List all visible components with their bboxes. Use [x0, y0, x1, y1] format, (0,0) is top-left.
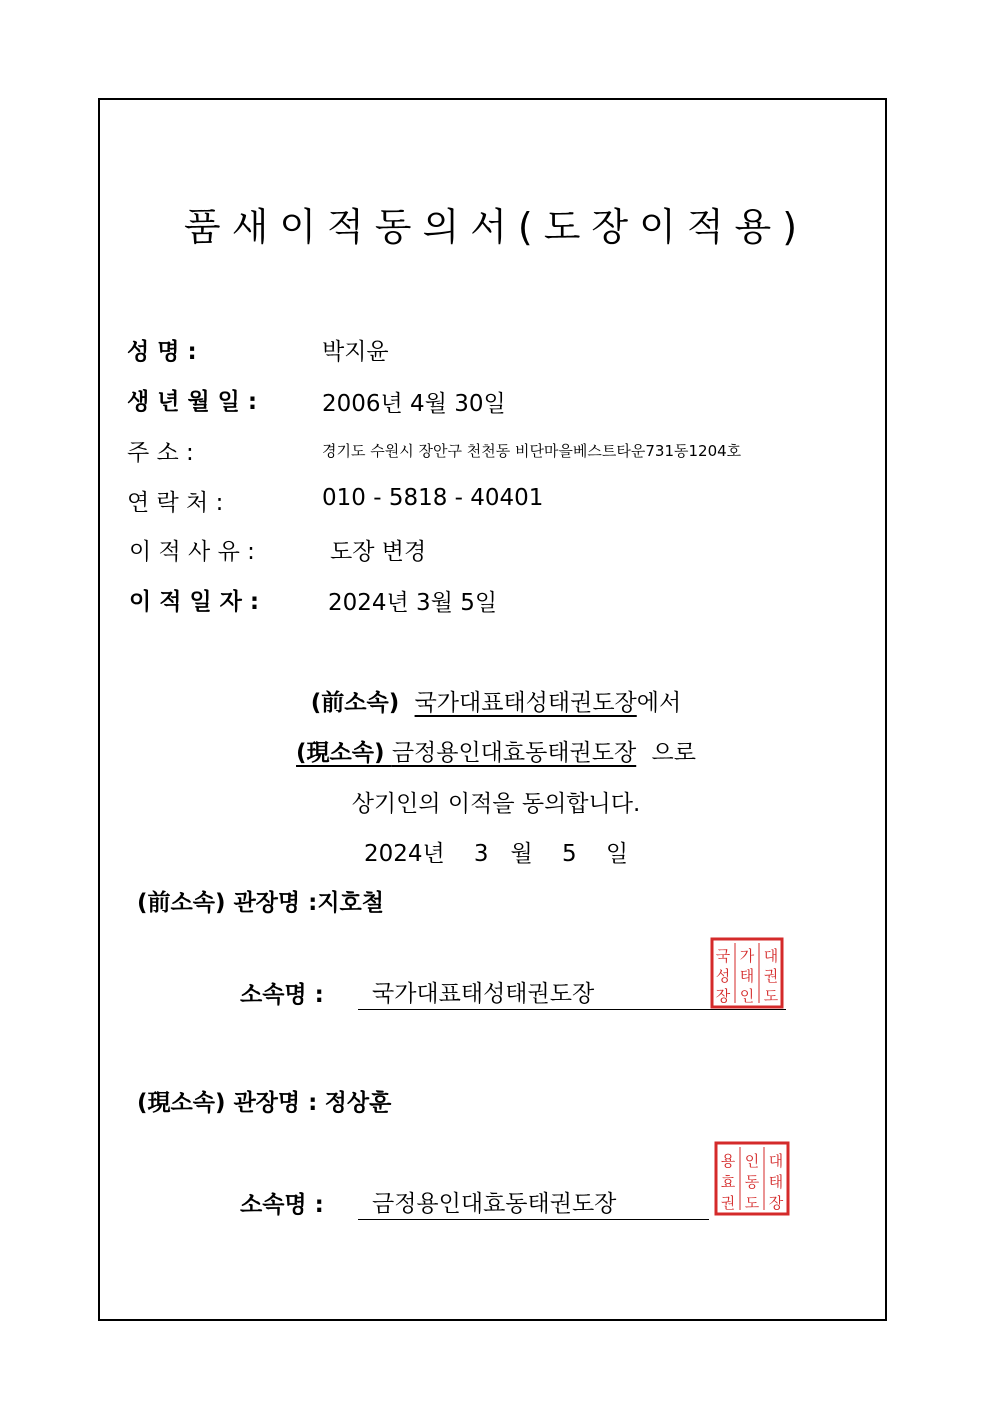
- curr-gym-name: 금정용인대효동태권도장: [391, 740, 637, 766]
- consent-statement: 상기인의 이적을 동의합니다.: [351, 791, 641, 817]
- curr-affiliation-line: [0, 734, 992, 767]
- svg-text:동: 동: [744, 1173, 760, 1191]
- curr-org-label: 소속명 :: [240, 1192, 324, 1218]
- dob-label: 생 년 월 일 :: [127, 389, 258, 415]
- reason-label: 이 적 사 유 :: [129, 539, 255, 565]
- name-label: 성 명 :: [127, 339, 197, 365]
- prev-director-name: 지호철: [317, 890, 384, 916]
- prev-seal-stamp: [710, 937, 784, 1009]
- svg-text:권: 권: [763, 967, 779, 985]
- prev-director-row: [137, 884, 384, 917]
- reason-value: 도장 변경: [330, 539, 427, 565]
- prev-org-label: 소속명 :: [240, 982, 324, 1008]
- svg-text:가: 가: [739, 947, 755, 965]
- curr-suffix: 으로: [651, 740, 696, 766]
- svg-text:대: 대: [763, 947, 779, 965]
- svg-text:효: 효: [720, 1173, 736, 1191]
- dob-value: 2006년 4월 30일: [322, 391, 506, 417]
- address-value: 경기도 수원시 장안구 천천동 비단마을베스트타운731동1204호: [322, 442, 742, 460]
- svg-text:도: 도: [763, 987, 779, 1005]
- svg-text:태: 태: [739, 967, 755, 985]
- prev-gym-name: 국가대표태성태권도장: [414, 690, 637, 716]
- prev-affiliation-line: [0, 684, 992, 717]
- curr-director-label: (現소속) 관장명 :: [137, 1090, 318, 1116]
- svg-text:장: 장: [768, 1194, 784, 1212]
- curr-seal-stamp: [714, 1141, 790, 1216]
- curr-director-name: 정상훈: [324, 1090, 392, 1116]
- svg-text:용: 용: [720, 1152, 736, 1170]
- prev-suffix: 에서: [636, 690, 682, 716]
- svg-text:장: 장: [715, 987, 731, 1005]
- svg-text:태: 태: [768, 1173, 784, 1191]
- contact-value: 010 - 5818 - 40401: [322, 485, 544, 511]
- svg-text:대: 대: [768, 1152, 784, 1170]
- svg-text:성: 성: [715, 967, 731, 985]
- sign-date: 2024년 3 월 5 일: [363, 841, 629, 867]
- curr-org-name: 금정용인대효동태권도장: [372, 1191, 617, 1217]
- curr-prefix: (現소속): [296, 740, 385, 766]
- svg-text:인: 인: [739, 987, 755, 1005]
- svg-text:도: 도: [744, 1194, 760, 1212]
- curr-org-underline: [358, 1219, 709, 1220]
- curr-prefix-and-gym: [296, 740, 636, 766]
- document-title: 품새이적동의서(도장이적용): [183, 205, 809, 249]
- date-label: 이 적 일 자 :: [129, 589, 260, 615]
- prev-org-name: 국가대표태성태권도장: [372, 981, 595, 1007]
- svg-text:인: 인: [744, 1152, 760, 1170]
- date-value: 2024년 3월 5일: [328, 590, 498, 616]
- contact-label: 연 락 처 :: [127, 490, 224, 516]
- prev-org-underline: [358, 1009, 786, 1010]
- svg-text:국: 국: [715, 947, 731, 965]
- svg-text:권: 권: [720, 1194, 736, 1212]
- curr-director-row: [137, 1084, 391, 1117]
- name-value: 박지윤: [322, 339, 389, 365]
- prev-director-label: (前소속) 관장명 :: [137, 890, 318, 916]
- prev-prefix: (前소속): [310, 690, 400, 716]
- address-label: 주 소 :: [127, 440, 194, 466]
